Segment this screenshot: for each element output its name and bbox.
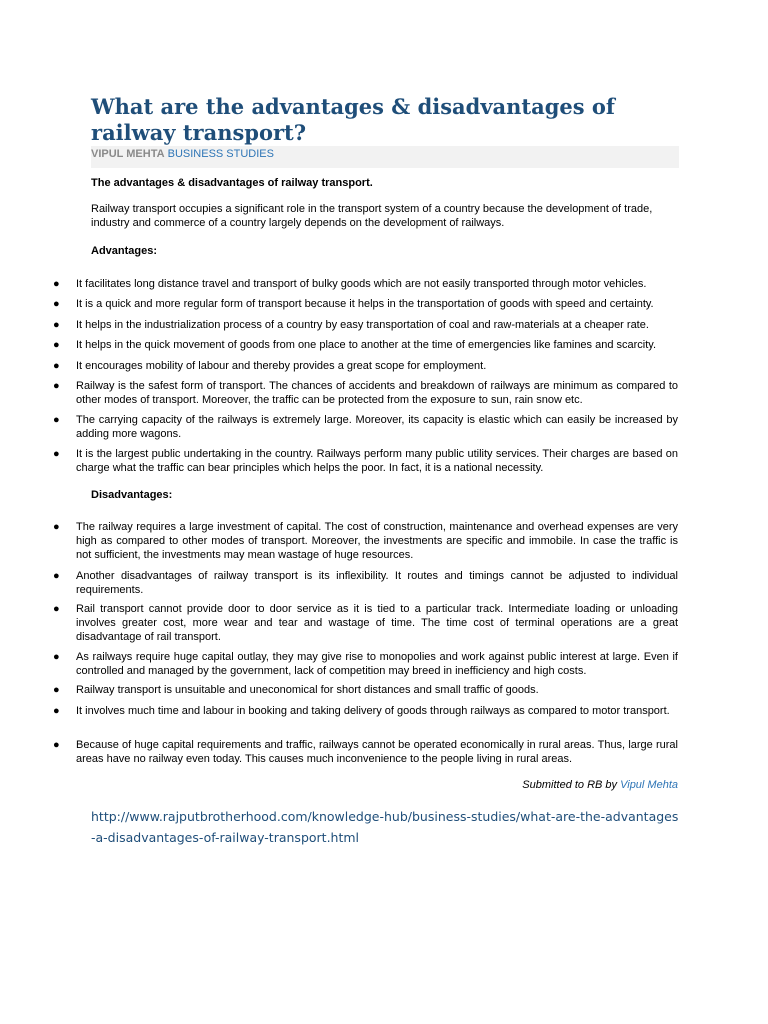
advantage-item-text: The carrying capacity of the railways is extremely large. Moreover, its capacity is elastic which can easily be increased by adding more wagons.: [76, 414, 678, 440]
bullet-icon: ●: [53, 651, 60, 663]
disadvantage-item: [0, 602, 678, 644]
bullet-icon: ●: [53, 705, 60, 717]
advantage-item: [0, 277, 678, 291]
disadvantage-item: [0, 683, 678, 697]
disadvantage-item: [0, 569, 678, 597]
advantage-item: [0, 338, 678, 352]
advantage-item-text: It helps in the quick movement of goods from one place to another at the time of emergencies like famines and scarcity.: [76, 339, 657, 351]
advantage-item: [0, 413, 678, 441]
disadvantages-heading: Disadvantages:: [91, 489, 173, 501]
disadvantage-item: [0, 650, 678, 678]
bullet-icon: ●: [53, 684, 60, 696]
submitted-line: [522, 778, 678, 792]
advantage-item: [0, 297, 678, 311]
bullet-icon: ●: [53, 380, 60, 392]
submitted-prefix: Submitted to RB by: [522, 779, 621, 791]
disadvantage-item-text: Railway transport is unsuitable and uneconomical for short distances and small traffic of goods.: [76, 684, 539, 696]
category-link[interactable]: BUSINESS STUDIES: [167, 148, 274, 160]
bullet-icon: ●: [53, 739, 60, 751]
bullet-icon: ●: [53, 298, 60, 310]
bullet-icon: ●: [53, 521, 60, 533]
submitter-link[interactable]: Vipul Mehta: [620, 779, 678, 791]
bullet-icon: ●: [53, 448, 60, 460]
intro-paragraph: Railway transport occupies a significant role in the transport system of a country because the development of trade, industry and commerce of a country largely depends on the development of railways.: [91, 203, 653, 229]
advantage-item: [0, 447, 678, 475]
advantage-item-text: It is the largest public undertaking in the country. Railways perform many public utility services. Their charges are based on charge what the traffic can bear principles which helps the poor. In fact, it is a national necessity.: [76, 448, 678, 474]
disadvantage-item: [0, 704, 678, 718]
disadvantage-item-text: Because of huge capital requirements and traffic, railways cannot be operated economically in rural areas. Thus, large rural areas have no railway even today. This causes much inconvenience to the people living in rural areas.: [76, 739, 678, 765]
advantage-item-text: It helps in the industrialization process of a country by easy transportation of coal and raw-materials at a cheaper rate.: [76, 319, 649, 331]
bullet-icon: ●: [53, 319, 60, 331]
byline: [91, 146, 679, 168]
bullet-icon: ●: [53, 603, 60, 615]
advantage-item-text: It encourages mobility of labour and thereby provides a great scope for employment.: [76, 360, 487, 372]
advantage-item: [0, 359, 678, 373]
article-heading: The advantages & disadvantages of railway transport.: [91, 177, 373, 189]
advantage-item-text: Railway is the safest form of transport. The chances of accidents and breakdown of railways are minimum as compared to other modes of transport. Moreover, the traffic can be protected from the exposure to sun, rain snow etc.: [76, 380, 678, 406]
advantage-item-text: It is a quick and more regular form of transport because it helps in the transportation of goods with speed and certainty.: [76, 298, 654, 310]
bullet-icon: ●: [53, 414, 60, 426]
disadvantage-item-text: As railways require huge capital outlay, they may give rise to monopolies and work against public interest at large. Even if controlled and managed by the government, lack of competition may breed in inefficiency and high costs.: [76, 651, 678, 677]
bullet-icon: ●: [53, 278, 60, 290]
advantage-item: [0, 318, 678, 332]
source-url-link[interactable]: http://www.rajputbrotherhood.com/knowledge-hub/business-studies/what-are-the-advantages-a-disadvantages-of-railway-transport.html: [91, 809, 679, 845]
disadvantage-item-text: The railway requires a large investment of capital. The cost of construction, maintenance and overhead expenses are very high as compared to other modes of transport. Moreover, the investments are specific and immobile. In case the traffic is not sufficient, the investments may mean wastage of huge resources.: [76, 521, 678, 561]
bullet-icon: ●: [53, 570, 60, 582]
advantage-item-text: It facilitates long distance travel and transport of bulky goods which are not easily transported through motor vehicles.: [76, 278, 647, 290]
page-title: What are the advantages & disadvantages of railway transport?: [91, 94, 615, 145]
disadvantage-item: [0, 520, 678, 562]
disadvantage-item: [0, 738, 678, 766]
author-name[interactable]: VIPUL MEHTA: [91, 148, 165, 160]
advantages-heading: Advantages:: [91, 245, 158, 257]
bullet-icon: ●: [53, 360, 60, 372]
disadvantage-item-text: Rail transport cannot provide door to door service as it is tied to a particular track. Intermediate loading or unloading involves greater cost, more wear and tear and wastage of time. The time cost of terminal operations are a great disadvantage of rail transport.: [76, 603, 678, 643]
advantage-item: [0, 379, 678, 407]
bullet-icon: ●: [53, 339, 60, 351]
disadvantage-item-text: It involves much time and labour in booking and taking delivery of goods through railways as compared to motor transport.: [76, 705, 670, 717]
disadvantage-item-text: Another disadvantages of railway transport is its inflexibility. It routes and timings cannot be adjusted to individual requirements.: [76, 570, 678, 596]
